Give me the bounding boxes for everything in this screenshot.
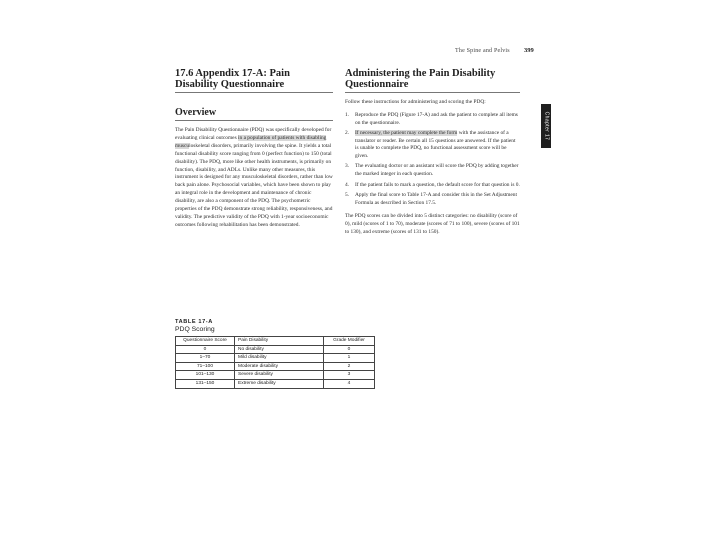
table-cell: 3 bbox=[324, 371, 375, 380]
instruction-item bbox=[345, 130, 520, 160]
overview-text-2: loskeletal disorders, primarily involving the spine. It yields a total functional disability score ranging from 0 (perfect function) to 150 (total disability). The PDQ, more like other health instruments, is primarily on function, disability, and ADLs. Unlike many other measures, this instrument is designed for any musculoskeletal disorders, rather than low back pain alone. Psychosocial variables, which have been shown to play an integral role in the development and maintenance of chronic disability, are also a component of the PDQ. The psychometric properties of the PDQ demonstrate strong reliability, responsiveness, and validity. The predictive validity of the PDQ with 1-year socioeconomic outcomes following rehabilitation has been demonstrated. bbox=[175, 142, 333, 228]
table-cell: 71–100 bbox=[176, 362, 235, 371]
instruction-number: 5. bbox=[345, 192, 350, 199]
instruction-item bbox=[345, 163, 520, 178]
scoring-categories-paragraph: The PDQ scores can be divided into 5 distinct categories: no disability (score of 0), mild (scores of 1 to 70), moderate (scores of 71 to 100), severe (scores of 101 to 130), and extreme (scores of 131 to 150). bbox=[345, 213, 520, 236]
table-row bbox=[176, 371, 375, 380]
instruction-list bbox=[345, 112, 520, 208]
table-row bbox=[176, 362, 375, 371]
pdq-scoring-table-block bbox=[175, 319, 375, 389]
administering-rule bbox=[345, 92, 520, 93]
running-head: The Spine and Pelvis bbox=[455, 48, 510, 54]
instruction-text: If the patient fails to mark a question, the default score for that question is 0. bbox=[355, 181, 520, 188]
instruction-highlight: If necessary, the patient may complete the form bbox=[355, 130, 458, 137]
page-number: 399 bbox=[524, 47, 534, 54]
table-cell: Moderate disability bbox=[235, 362, 324, 371]
title-rule bbox=[175, 92, 333, 93]
table-row bbox=[176, 345, 375, 354]
column-header: Grade Modifier bbox=[324, 337, 375, 346]
instruction-text bbox=[355, 130, 520, 160]
table-cell: 4 bbox=[324, 379, 375, 388]
instruction-number: 3. bbox=[345, 163, 350, 170]
table-cell: No disability bbox=[235, 345, 324, 354]
table-cell: 131–150 bbox=[176, 379, 235, 388]
administering-intro: Follow these instructions for administering and scoring the PDQ: bbox=[345, 99, 486, 105]
instruction-text: The evaluating doctor or an assistant will score the PDQ by adding together the marked integer in each question. bbox=[355, 163, 519, 178]
table-label: TABLE 17-A bbox=[175, 319, 213, 325]
instruction-text-rest: with the assistance of a translator or reader. Be certain all 15 questions are answered. If the patient is unable to complete the PDQ, no functional assessment score will be given. bbox=[355, 130, 516, 159]
instruction-number: 2. bbox=[345, 130, 350, 137]
table-cell: 0 bbox=[324, 345, 375, 354]
table-cell: 1–70 bbox=[176, 354, 235, 363]
table-header-row bbox=[176, 337, 375, 346]
instruction-text: Reproduce the PDQ (Figure 17-A) and ask the patient to complete all items on the questionnaire. bbox=[355, 111, 518, 126]
administering-title: Administering the Pain Disability Questionnaire bbox=[345, 68, 496, 90]
pdq-scoring-table bbox=[175, 336, 375, 389]
table-row bbox=[176, 354, 375, 363]
column-header: Pain Disability bbox=[235, 337, 324, 346]
instruction-number: 4. bbox=[345, 181, 350, 188]
table-title: PDQ Scoring bbox=[175, 326, 215, 333]
table-cell: Extreme disability bbox=[235, 379, 324, 388]
right-column bbox=[345, 68, 520, 237]
appendix-title: 17.6 Appendix 17-A: Pain Disability Questionnaire bbox=[175, 68, 290, 90]
overview-rule bbox=[175, 120, 333, 121]
instruction-item bbox=[345, 182, 520, 190]
table-cell: 0 bbox=[176, 345, 235, 354]
table-cell: 101–130 bbox=[176, 371, 235, 380]
instruction-text: Apply the final score to Table 17-A and consider this in the Set Adjustment Formula as described in Section 17.5. bbox=[355, 192, 517, 206]
overview-heading: Overview bbox=[175, 107, 217, 118]
chapter-tab-label: Chapter 17 bbox=[543, 111, 549, 141]
table-cell: 1 bbox=[324, 354, 375, 363]
chapter-tab bbox=[541, 104, 551, 148]
overview-highlight: in a population of patients with disabling muscu bbox=[175, 134, 327, 149]
table-cell: Severe disability bbox=[235, 371, 324, 380]
column-header: Questionnaire Score bbox=[176, 337, 235, 346]
table-row bbox=[176, 379, 375, 388]
left-column bbox=[175, 68, 333, 230]
instruction-number: 1. bbox=[345, 111, 350, 118]
table-cell: 2 bbox=[324, 362, 375, 371]
instruction-item bbox=[345, 192, 520, 207]
instruction-item bbox=[345, 112, 520, 127]
overview-paragraph bbox=[175, 127, 333, 230]
overview-text-1: The Pain Disability Questionnaire (PDQ) was specifically developed for evaluating clinical outcomes bbox=[175, 127, 332, 141]
table-cell: Mild disability bbox=[235, 354, 324, 363]
